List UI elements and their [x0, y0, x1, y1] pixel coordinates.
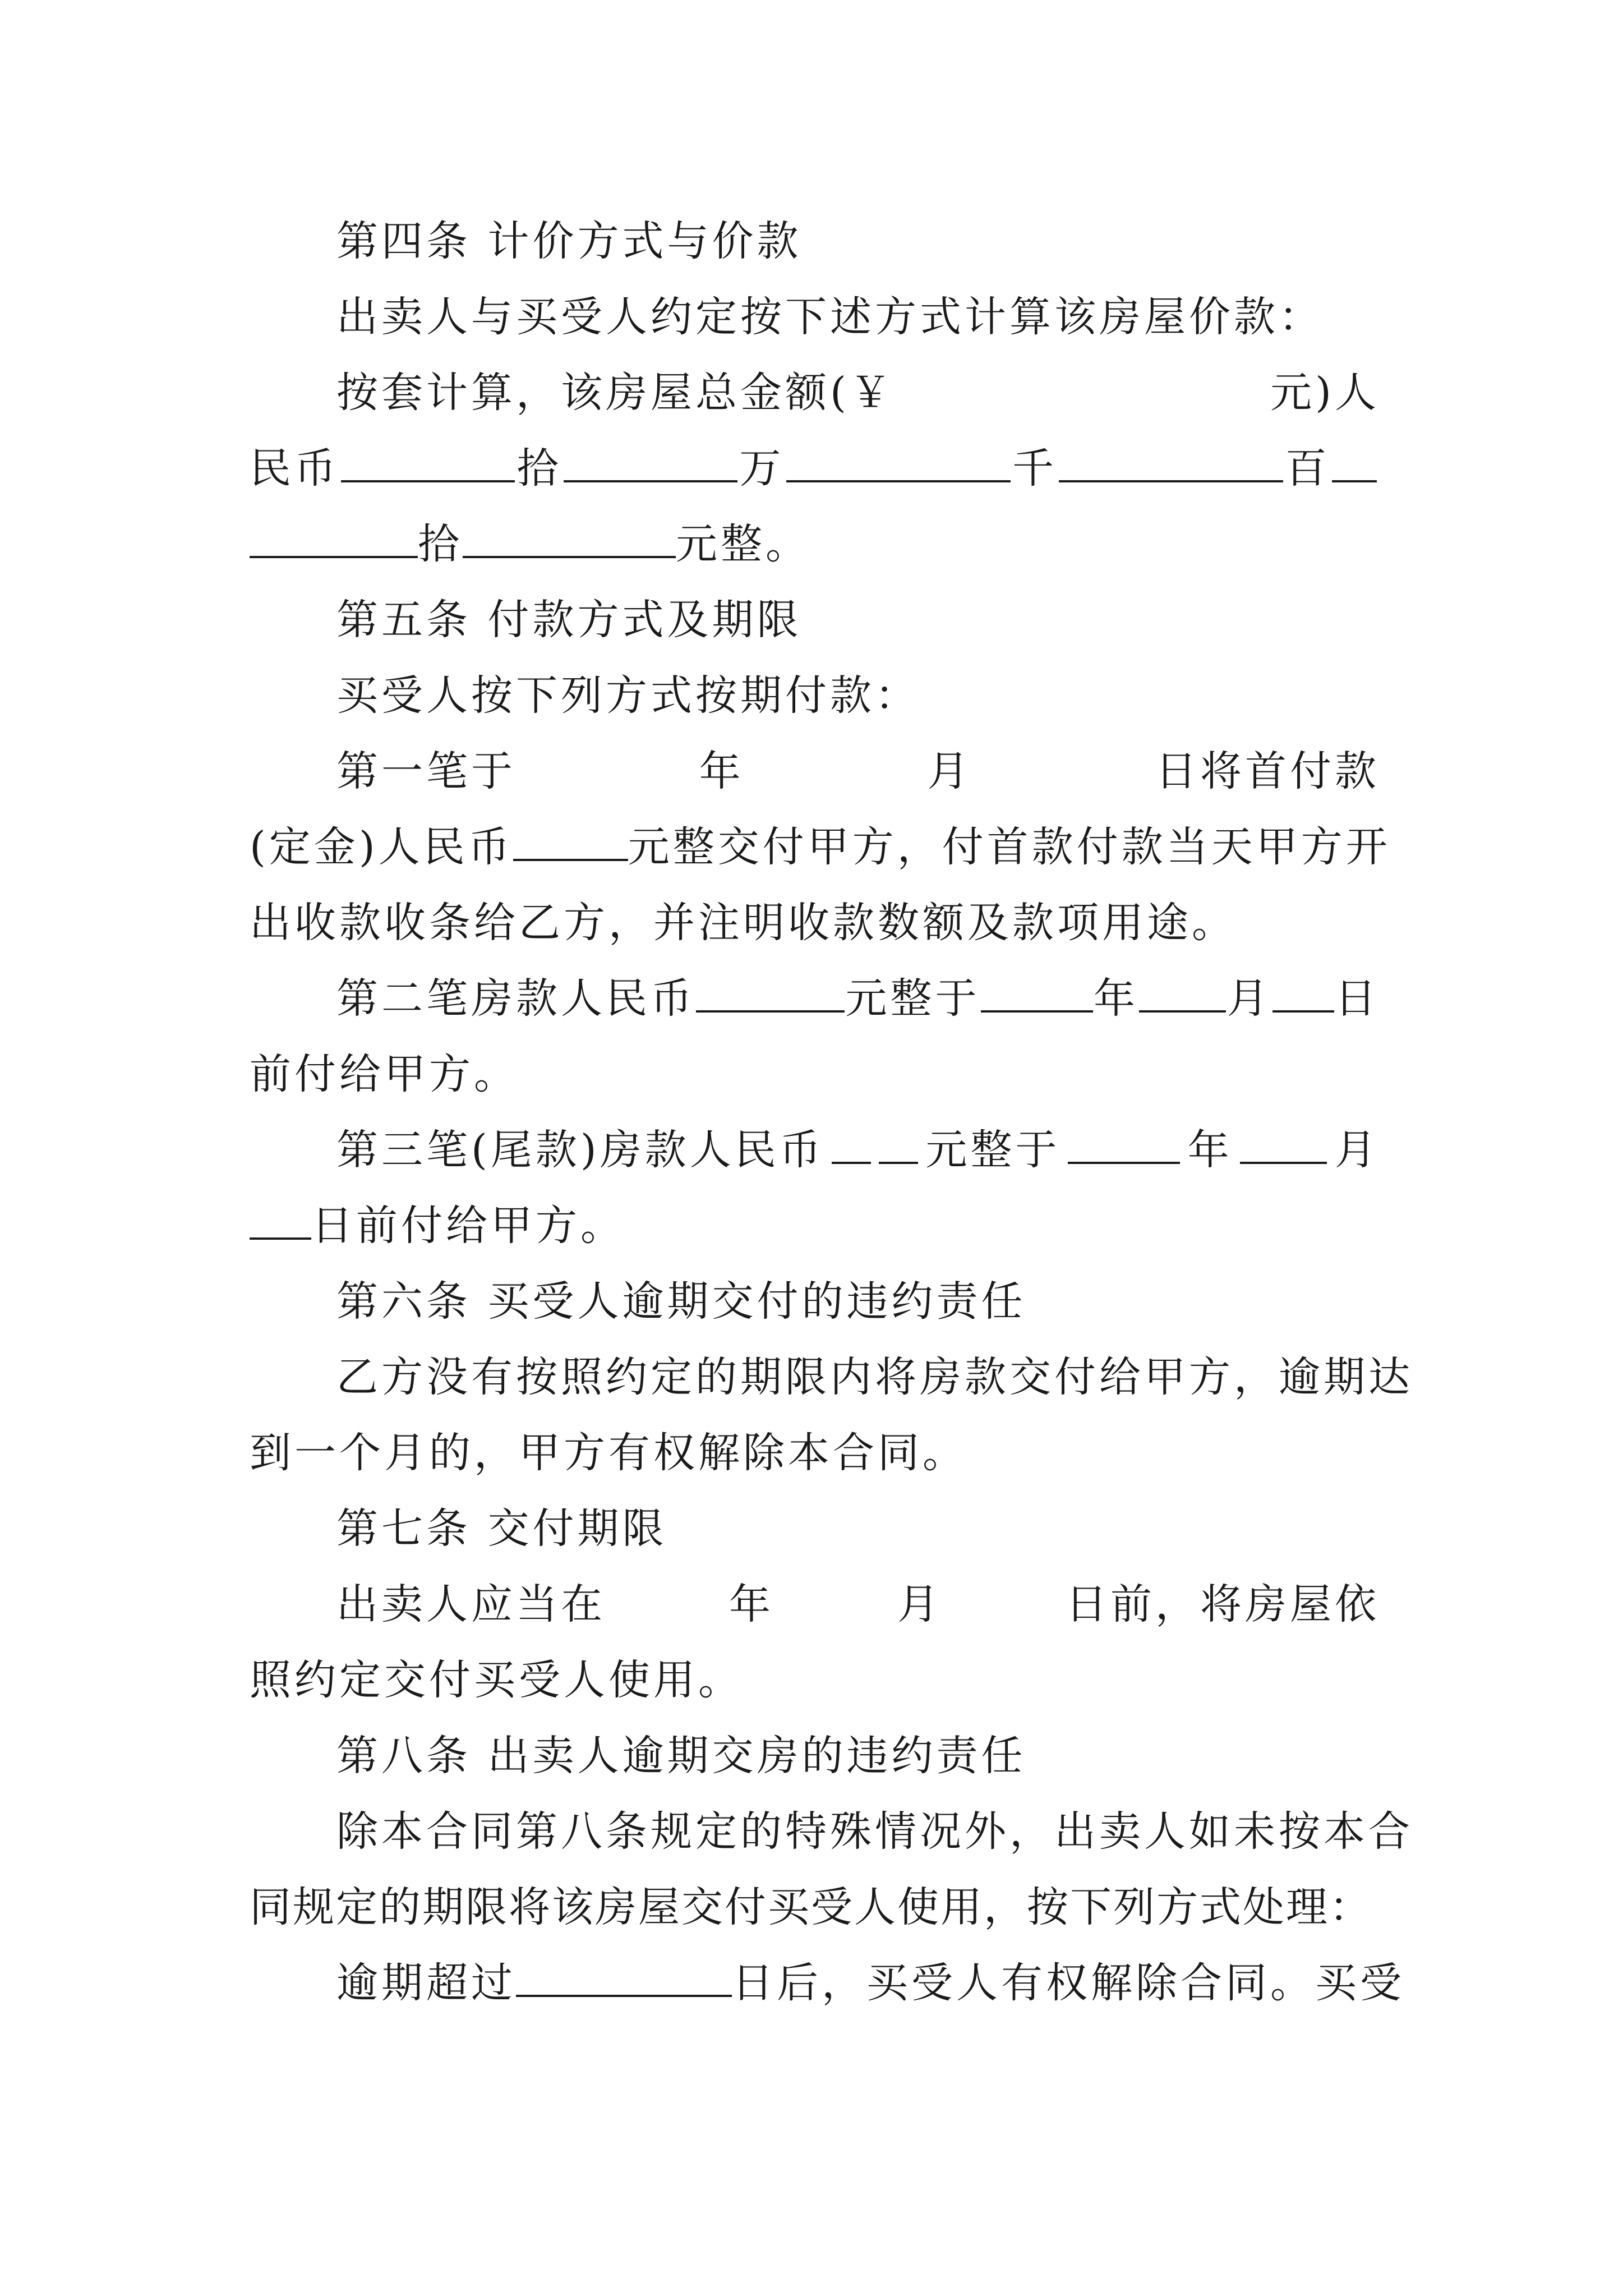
article5-heading: 第五条 付款方式及期限 — [336, 596, 802, 644]
article5-first-line3: 出收款收条给乙方，并注明收款数额及款项用途。 — [250, 899, 1237, 947]
article5-intro: 买受人按下列方式按期付款： — [336, 671, 920, 720]
blank-third-amount-a[interactable] — [832, 1127, 871, 1164]
blank-third-year[interactable] — [1068, 1127, 1180, 1164]
article4-total-line: 按套计算，该房屋总金额(￥ 元)人 — [336, 369, 1380, 417]
article6-line1: 乙方没有按照约定的期限内将房款交付给甲方，逾期达 — [336, 1353, 1413, 1401]
blank-wan[interactable] — [564, 445, 737, 482]
article4-amount-line2: 拾 元整。 — [250, 513, 1377, 575]
blank-second-day[interactable] — [1272, 976, 1334, 1013]
blank-second-amount[interactable] — [696, 976, 845, 1013]
article5-second-line2: 前付给甲方。 — [250, 1050, 519, 1098]
blank-shiwan[interactable] — [341, 445, 515, 482]
article4-intro: 出卖人与买受人约定按下述方式计算该房屋价款： — [336, 293, 1324, 341]
blank-shi-start[interactable] — [1332, 445, 1377, 482]
article6-heading: 第六条 买受人逾期交付的违约责任 — [336, 1277, 1026, 1326]
article5-third-line2: 日前付给甲方。 — [250, 1195, 1377, 1257]
blank-third-amount-b[interactable] — [879, 1127, 918, 1164]
article8-line1: 除本合同第八条规定的特殊情况外，出卖人如未按本合 — [336, 1807, 1413, 1856]
article7-heading: 第七条 交付期限 — [336, 1504, 667, 1553]
article8-line3: 逾期超过 日后，买受人有权解除合同。买受 — [336, 1959, 1405, 2007]
blank-third-day[interactable] — [250, 1203, 311, 1240]
blank-deposit[interactable] — [513, 824, 628, 861]
article5-first-line1: 第一笔于 年 月 日将首付款 — [336, 747, 1380, 795]
blank-overdue-days[interactable] — [516, 1960, 732, 1997]
article5-third-line1: 第三笔(尾款)房款人民币 元整于 年 月 — [336, 1126, 1380, 1174]
blank-third-month[interactable] — [1240, 1127, 1327, 1164]
article7-line1: 出卖人应当在 年 月 日前，将房屋依 — [336, 1580, 1380, 1628]
article5-second-line1: 第二笔房款人民币 元整于 年 月 日 — [336, 974, 1380, 1023]
blank-shi-cont[interactable] — [250, 521, 418, 558]
article4-amount-line1: 民币 拾 万 千 百 — [250, 438, 1377, 499]
article8-line2: 同规定的期限将该房屋交付买受人使用，按下列方式处理： — [250, 1883, 1372, 1931]
blank-second-year[interactable] — [981, 976, 1093, 1013]
blank-bai[interactable] — [1059, 445, 1283, 482]
article4-heading: 第四条 计价方式与价款 — [336, 217, 802, 265]
article7-line2: 照约定交付买受人使用。 — [250, 1656, 743, 1704]
blank-second-month[interactable] — [1139, 976, 1226, 1013]
blank-qian[interactable] — [786, 445, 1011, 482]
blank-yuan[interactable] — [463, 521, 676, 558]
article5-first-line2: (定金)人民币 元整交付甲方，付首款付款当天甲方开 — [250, 823, 1391, 871]
article6-line2: 到一个月的，甲方有权解除本合同。 — [250, 1429, 967, 1477]
article8-heading: 第八条 出卖人逾期交房的违约责任 — [336, 1732, 1026, 1780]
